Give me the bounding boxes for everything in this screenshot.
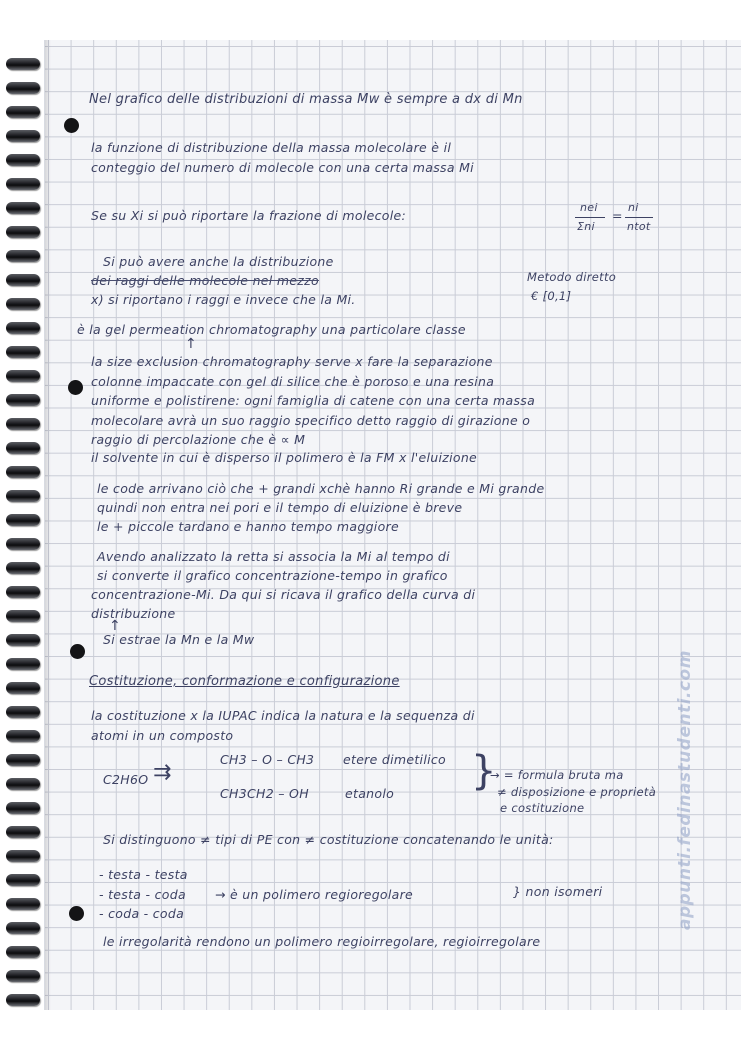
note-line: la costituzione x la IUPAC indica la natura e la sequenza di [91, 708, 475, 723]
spiral-ring [6, 418, 40, 430]
spiral-ring [6, 970, 40, 982]
list-item: - testa - coda [99, 887, 186, 902]
notebook-spiral-binding [0, 40, 48, 1010]
spiral-ring [6, 442, 40, 454]
spiral-ring [6, 682, 40, 694]
spiral-ring [6, 706, 40, 718]
note-line: Nel grafico delle distribuzioni di massa Mw è sempre a dx di Mn [89, 92, 523, 107]
spiral-ring [6, 154, 40, 166]
spiral-ring [6, 322, 40, 334]
note-line: atomi in un composto [91, 728, 234, 743]
note-line: Si può avere anche la distribuzione [103, 254, 334, 269]
brace-note: ≠ disposizione e proprietà [497, 785, 657, 799]
spiral-ring [6, 898, 40, 910]
punch-hole [69, 906, 84, 921]
side-note: € [0,1] [531, 289, 572, 303]
list-item: - coda - coda [99, 906, 185, 921]
punch-hole [68, 380, 83, 395]
chemical-formula: C2H6O [103, 772, 149, 787]
spiral-ring [6, 130, 40, 142]
spiral-ring [6, 274, 40, 286]
spiral-ring [6, 202, 40, 214]
spiral-ring [6, 634, 40, 646]
spiral-ring [6, 58, 40, 70]
note-line: Se su Xi si può riportare la frazione di molecole: [91, 208, 406, 223]
section-heading: Costituzione, conformazione e configurazione [89, 674, 400, 689]
brace: } [471, 748, 497, 794]
spiral-ring [6, 370, 40, 382]
isomer-name: etanolo [345, 786, 395, 801]
equals-sign: = [612, 208, 623, 223]
note-line: Si distinguono ≠ tipi di PE con ≠ costituzione concatenando le unità: [103, 832, 554, 847]
spiral-ring [6, 250, 40, 262]
punch-hole [64, 118, 79, 133]
watermark: appunti.fedinastudenti.com [675, 650, 695, 930]
note-line: le + piccole tardano e hanno tempo maggiore [97, 519, 399, 534]
isomer-formula: CH3CH2 – OH [220, 786, 309, 801]
spiral-ring [6, 82, 40, 94]
note-line: x) si riportano i raggi e invece che la Mi. [91, 292, 356, 307]
spiral-ring [6, 106, 40, 118]
page-edge-shadow [45, 40, 51, 1010]
fraction-denominator: ntot [627, 220, 651, 233]
list-brace-note: } non isomeri [513, 884, 603, 899]
spiral-ring [6, 802, 40, 814]
spiral-ring [6, 850, 40, 862]
spiral-ring [6, 226, 40, 238]
note-line: raggio di percolazione che è ∝ M [91, 432, 306, 447]
isomer-arrows: ⇉ [153, 760, 172, 785]
notebook-page [44, 40, 741, 1010]
note-line: dei raggi delle molecole nel mezzo [91, 273, 319, 288]
note-line: quindi non entra nei pori e il tempo di eluizione è breve [97, 500, 463, 515]
spiral-ring [6, 922, 40, 934]
spiral-ring [6, 874, 40, 886]
spiral-ring [6, 178, 40, 190]
spiral-ring [6, 394, 40, 406]
spiral-ring [6, 994, 40, 1006]
note-line: conteggio del numero di molecole con una certa massa Mi [91, 160, 474, 175]
note-line: le irregolarità rendono un polimero regioirregolare, regioirregolare [103, 934, 541, 949]
spiral-ring [6, 562, 40, 574]
list-item-note: → è un polimero regioregolare [215, 887, 414, 902]
insert-caret: ↑ [185, 336, 197, 352]
fraction-numerator: ni [628, 201, 639, 214]
note-line: è la gel permeation chromatography una particolare classe [77, 322, 466, 337]
spiral-ring [6, 754, 40, 766]
note-line: molecolare avrà un suo raggio specifico detto raggio di girazione o [91, 413, 531, 428]
spiral-ring [6, 538, 40, 550]
note-line: il solvente in cui è disperso il polimero è la FM x l'eluizione [91, 450, 478, 465]
note-line: si converte il grafico concentrazione-tempo in grafico [97, 568, 448, 583]
fraction-bar [625, 217, 653, 218]
note-line: distribuzione [91, 606, 176, 621]
brace-note: → = formula bruta ma [490, 768, 624, 782]
note-line: la size exclusion chromatography serve x fare la separazione [91, 354, 493, 369]
spiral-ring [6, 346, 40, 358]
fraction-denominator: Σni [577, 220, 595, 233]
fraction-numerator: nei [580, 201, 598, 214]
note-line: la funzione di distribuzione della massa molecolare è il [91, 140, 452, 155]
note-line: colonne impaccate con gel di silice che è poroso e una resina [91, 374, 495, 389]
isomer-formula: CH3 – O – CH3 [220, 752, 315, 767]
spiral-ring [6, 610, 40, 622]
spiral-ring [6, 466, 40, 478]
note-line: Si estrae la Mn e la Mw [103, 632, 255, 647]
spiral-ring [6, 946, 40, 958]
side-note: Metodo diretto [527, 270, 617, 284]
note-line: Avendo analizzato la retta si associa la Mi al tempo di [97, 549, 450, 564]
isomer-name: etere dimetilico [343, 752, 446, 767]
note-line: uniforme e polistirene: ogni famiglia di catene con una certa massa [91, 393, 536, 408]
spiral-ring [6, 778, 40, 790]
list-item: - testa - testa [99, 867, 188, 882]
note-line: concentrazione-Mi. Da qui si ricava il grafico della curva di [91, 587, 476, 602]
note-line: le code arrivano ciò che + grandi xchè hanno Ri grande e Mi grande [97, 481, 545, 496]
spiral-ring [6, 490, 40, 502]
insert-caret: ↑ [109, 618, 121, 634]
fraction-bar [575, 217, 605, 218]
brace-note: e costituzione [500, 801, 585, 815]
spiral-ring [6, 298, 40, 310]
spiral-ring [6, 730, 40, 742]
spiral-ring [6, 826, 40, 838]
spiral-ring [6, 658, 40, 670]
spiral-ring [6, 586, 40, 598]
spiral-ring [6, 514, 40, 526]
punch-hole [70, 644, 85, 659]
